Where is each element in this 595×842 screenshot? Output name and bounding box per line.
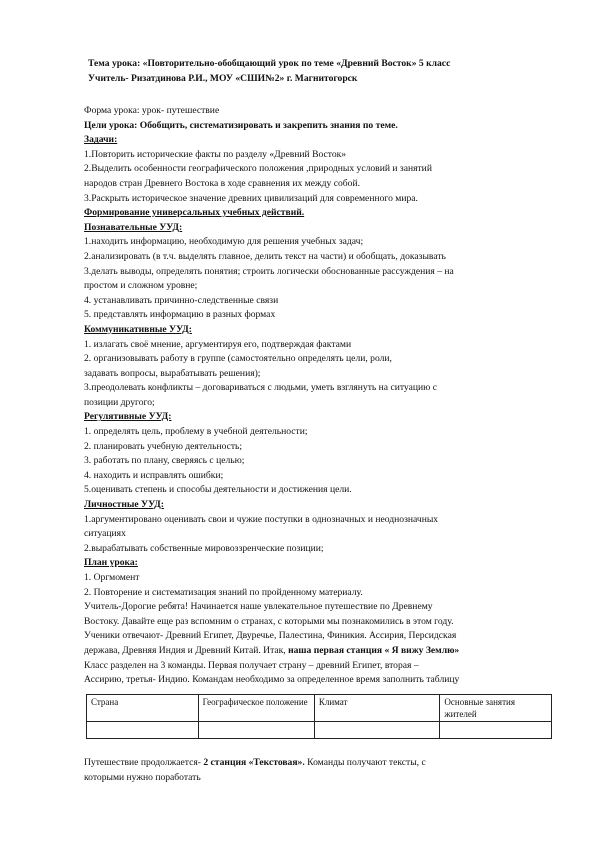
second-station-title: 2 станция «Текстовая».	[203, 757, 305, 768]
cognitive-item: 4. устанавливать причинно-следственные связи	[84, 294, 279, 306]
communicative-item: 2. организовывать работу в группе (самостоятельно определять цели, роли,	[84, 353, 392, 365]
task-line: 1.Повторить исторические факты по разделу «Древний Восток»	[84, 148, 347, 160]
table-header-row	[87, 695, 552, 722]
continuation-pre: Путешествие продолжается-	[84, 757, 204, 768]
table-header-cell: Страна	[87, 695, 199, 722]
table-cell	[87, 722, 199, 739]
lesson-form: Форма урока: урок- путешествие	[84, 105, 220, 116]
regulatory-item: 5.оценивать степень и способы деятельности и достижения цели.	[84, 484, 352, 496]
table-cell	[198, 722, 314, 739]
task-line: 2.Выделить особенности географического положения ,природных условий и занятий	[84, 163, 432, 175]
teacher-line: Учитель- Ризатдинова Р.И., МОУ «СШИ№2» г. Магнитогорск	[88, 73, 358, 84]
regulatory-heading: Регулятивные УУД:	[84, 411, 172, 423]
personal-item: ситуациях	[84, 528, 126, 540]
task-line: народов стран Древнего Востока в ходе сравнения их между собой.	[84, 177, 360, 189]
lesson-goals: Цели урока: Обобщить, систематизировать и закрепить знания по теме.	[84, 119, 398, 131]
communicative-item: позиции другого;	[84, 396, 155, 408]
narrative-line: Ассирию, третья- Индию. Командам необходимо за определенное время заполнить таблицу	[84, 674, 460, 686]
cognitive-item: 1.находить информацию, необходимую для решения учебных задач;	[84, 236, 364, 248]
uud-heading: Формирование универсальных учебных действий.	[84, 207, 305, 219]
table-cell	[440, 722, 552, 739]
cognitive-item: 3.делать выводы, определять понятия; строить логически обоснованные рассуждения – на	[84, 265, 454, 277]
tasks-heading: Задачи:	[84, 134, 118, 146]
narrative-text: держава, Древняя Индия и Древний Китай. Итак,	[84, 644, 289, 656]
personal-item: 1.аргументировано оценивать свои и чужие поступки в однозначных и неоднозначных	[84, 513, 439, 525]
plan-item: 1. Оргмомент	[84, 572, 140, 583]
table-header-cell: Географическое положение	[198, 695, 314, 722]
narrative-line: Учитель-Дорогие ребята! Начинается наше увлекательное путешествие по Древнему	[84, 601, 433, 613]
document-body	[84, 104, 554, 688]
narrative-line: Востоку. Давайте еще раз вспомним о странах, с которыми мы познакомились в этом году.	[84, 615, 454, 627]
continuation-line	[84, 756, 554, 771]
communicative-item: 3.преодолевать конфликты – договариваться с людьми, уметь взглянуть на ситуацию с	[84, 382, 437, 394]
cognitive-item: простом и сложном уровне;	[84, 280, 198, 292]
table-header-cell: Основные занятия жителей	[440, 695, 552, 722]
comparison-table	[86, 694, 552, 739]
lesson-topic-heading: Тема урока: «Повторительно-обобщающий урок по теме «Древний Восток» 5 класс	[88, 58, 451, 69]
personal-item: 2.вырабатывать собственные мировоззренческие позиции;	[84, 542, 324, 554]
personal-heading: Личностные УУД:	[84, 499, 164, 511]
task-line: 3.Раскрыть историческое значение древних цивилизаций для современного мира.	[84, 192, 418, 204]
continuation-post: Команды получают тексты, с	[304, 757, 426, 768]
continuation-line: которыми нужно поработать	[84, 771, 201, 783]
cognitive-item: 2.анализировать (в т.ч. выделять главное, делить текст на части) и обобщать, доказывать	[84, 250, 446, 262]
regulatory-item: 3. работать по плану, сверяясь с целью;	[84, 455, 245, 467]
plan-heading: План урока:	[84, 557, 138, 569]
communicative-item: 1. излагать своё мнение, аргументируя его, подтверждая фактами	[84, 338, 352, 350]
table-row	[87, 722, 552, 739]
regulatory-item: 2. планировать учебную деятельность;	[84, 440, 243, 452]
regulatory-item: 1. определять цель, проблему в учебной деятельности;	[84, 426, 308, 438]
communicative-item: задавать вопросы, вырабатывать решения);	[84, 367, 261, 379]
first-station-title: наша первая станция « Я вижу Землю»	[288, 644, 460, 656]
cognitive-item: 5. представлять информацию в разных формах	[84, 309, 276, 321]
plan-item: 2. Повторение и систематизация знаний по пройденному материалу.	[84, 586, 363, 598]
cognitive-heading: Познавательные УУД:	[84, 221, 183, 233]
communicative-heading: Коммуникативные УУД:	[84, 323, 192, 335]
narrative-line	[84, 644, 554, 659]
regulatory-item: 4. находить и исправлять ошибки;	[84, 469, 224, 481]
table-cell	[314, 722, 440, 739]
narrative-line: Класс разделен на 3 команды. Первая получает страну – древний Египет, вторая –	[84, 659, 419, 671]
table-header-cell: Климат	[314, 695, 440, 722]
continuation-text	[84, 756, 554, 785]
narrative-line: Ученики отвечают- Древний Египет, Двуречье, Палестина, Финикия. Ассирия, Персидская	[84, 630, 457, 642]
